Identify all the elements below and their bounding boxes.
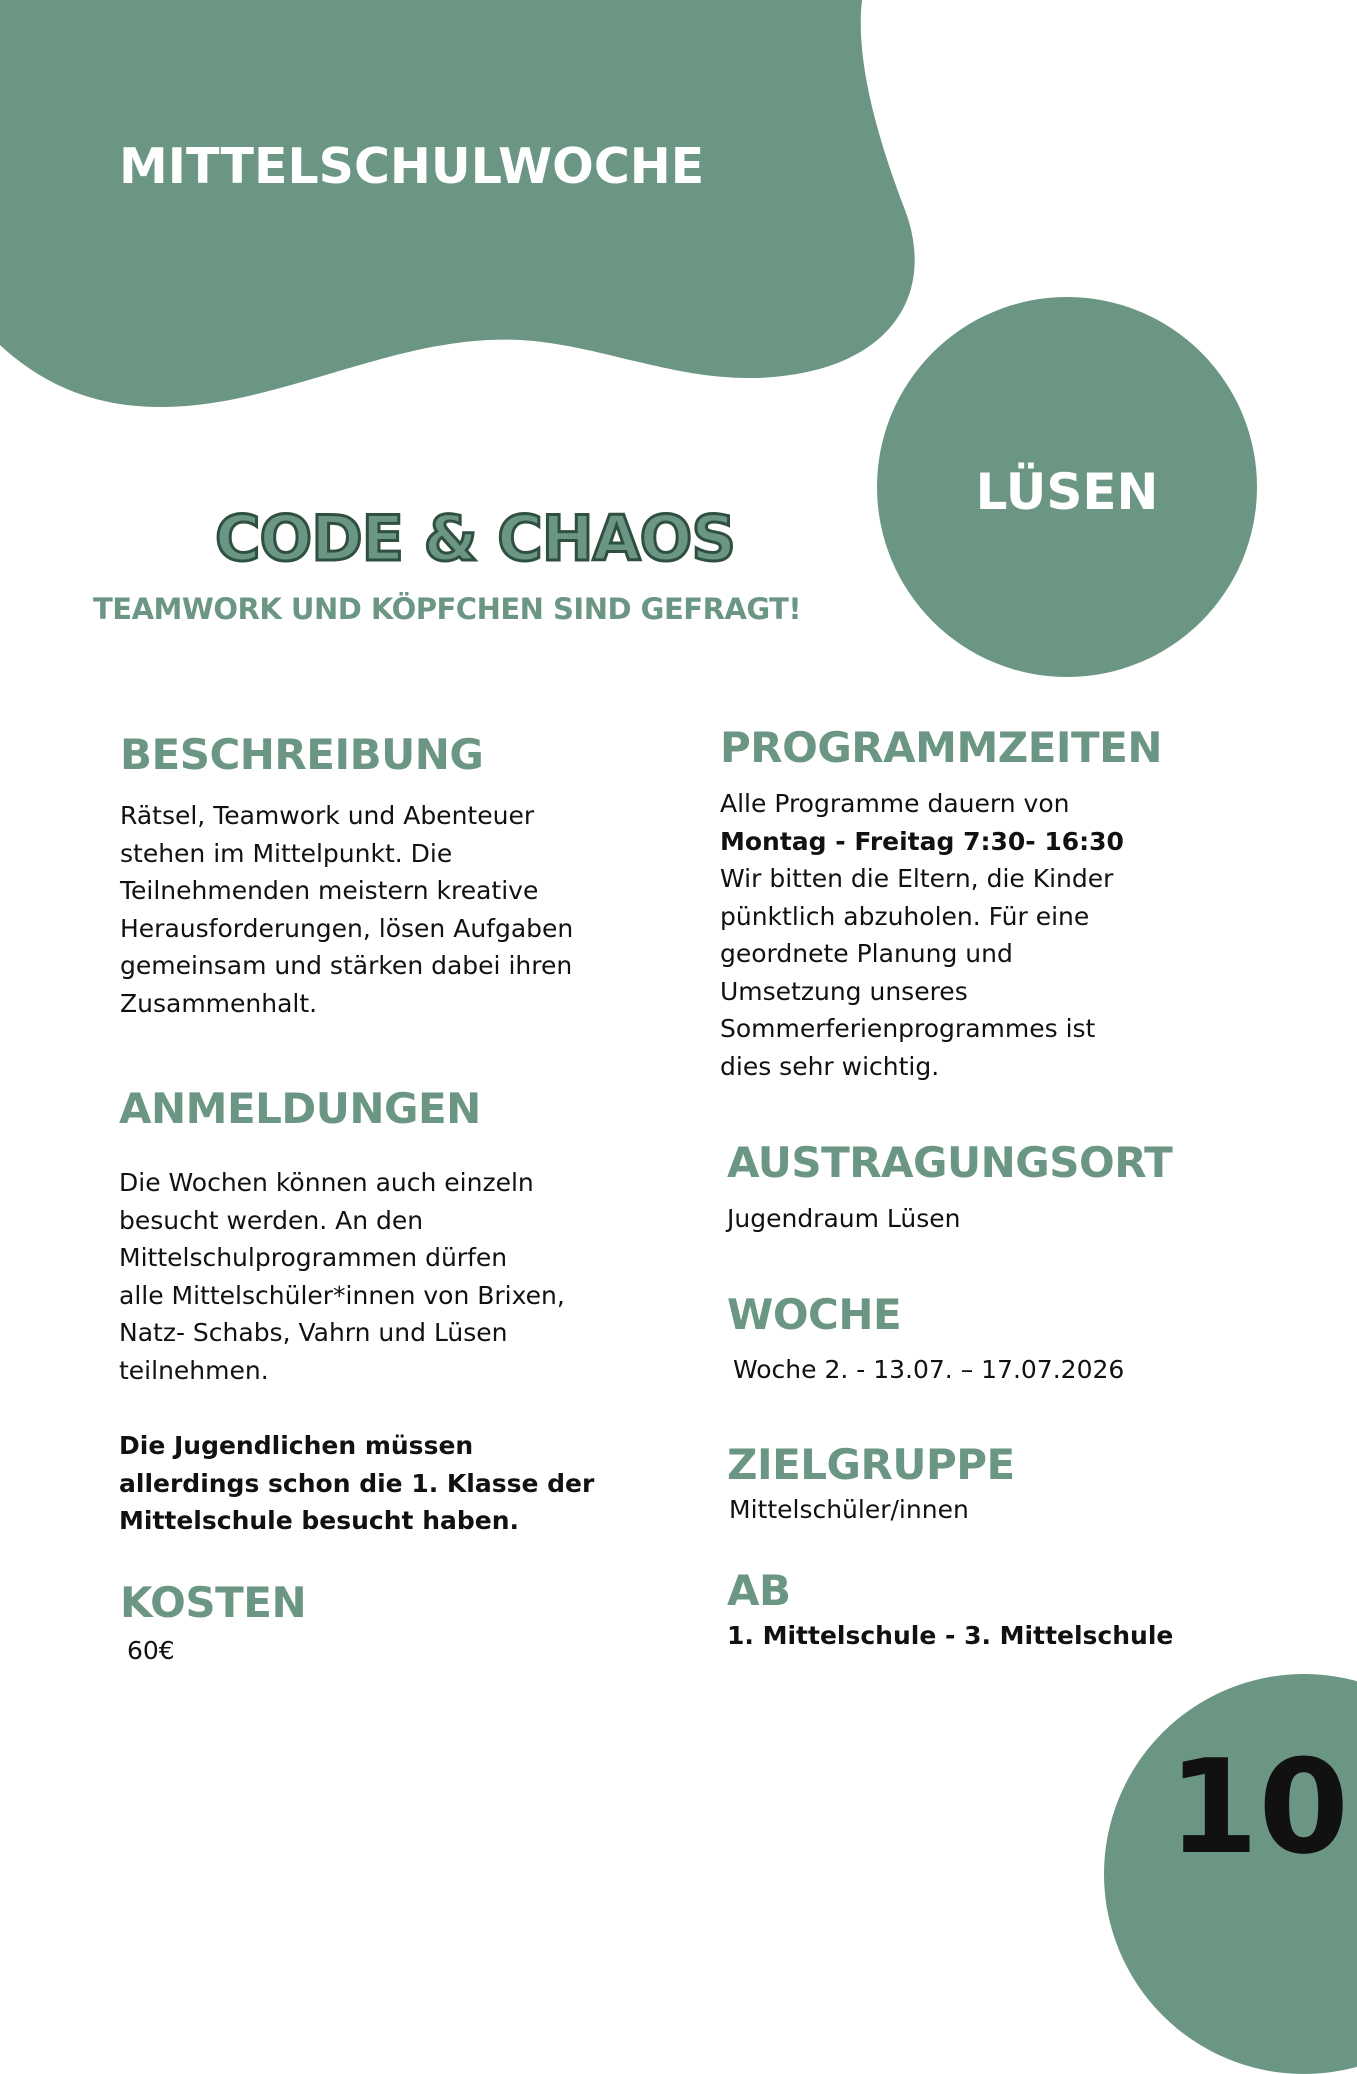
event-subtitle: TEAMWORK UND KÖPFCHEN SIND GEFRAGT!	[93, 592, 802, 626]
header-title: MITTELSCHULWOCHE	[119, 138, 705, 195]
ab-heading: AB	[727, 1566, 791, 1615]
austragungsort-heading: AUSTRAGUNGSORT	[727, 1138, 1173, 1187]
anmeldungen-note: Die Jugendlichen müssen allerdings schon die 1. Klasse der Mittelschule besucht haben.	[119, 1431, 595, 1535]
kosten-heading: KOSTEN	[120, 1578, 307, 1627]
kosten-value: 60€	[127, 1636, 175, 1665]
anmeldungen-heading: ANMELDUNGEN	[119, 1084, 481, 1133]
programmzeiten-text: Wir bitten die Eltern, die Kinder pünktlich abzuholen. Für eine geordnete Planung und Umsetzung unseres Sommerferienprogrammes ist dies sehr wichtig.	[720, 864, 1114, 1081]
beschreibung-text: Rätsel, Teamwork und Abenteuer stehen im Mittelpunkt. Die Teilnehmenden meistern kreative Herausforderungen, lösen Aufgaben gemeinsam und stärken dabei ihren Zusammenhalt.	[120, 801, 574, 1018]
anmeldungen-text: Die Wochen können auch einzeln besucht werden. An den Mittelschulprogrammen dürfen alle Mittelschüler*innen von Brixen, Natz- Schabs, Vahrn und Lüsen teilnehmen.	[119, 1168, 565, 1385]
programmzeiten-intro: Alle Programme dauern von	[720, 789, 1070, 818]
woche-heading: WOCHE	[727, 1290, 902, 1339]
ab-value: 1. Mittelschule - 3. Mittelschule	[727, 1621, 1174, 1650]
location-badge-label: LÜSEN	[975, 463, 1159, 521]
event-title: CODE & CHAOS	[215, 502, 735, 575]
header-blob-shape	[0, 0, 920, 420]
programmzeiten-heading: PROGRAMMZEITEN	[720, 723, 1162, 772]
zielgruppe-value: Mittelschüler/innen	[729, 1495, 969, 1524]
beschreibung-heading: BESCHREIBUNG	[120, 730, 484, 779]
programmzeiten-times: Montag - Freitag 7:30- 16:30	[720, 827, 1124, 856]
page-number: 10	[1168, 1731, 1349, 1883]
woche-value: Woche 2. - 13.07. – 17.07.2026	[733, 1355, 1125, 1384]
zielgruppe-heading: ZIELGRUPPE	[727, 1440, 1015, 1489]
austragungsort-value: Jugendraum Lüsen	[727, 1204, 961, 1233]
